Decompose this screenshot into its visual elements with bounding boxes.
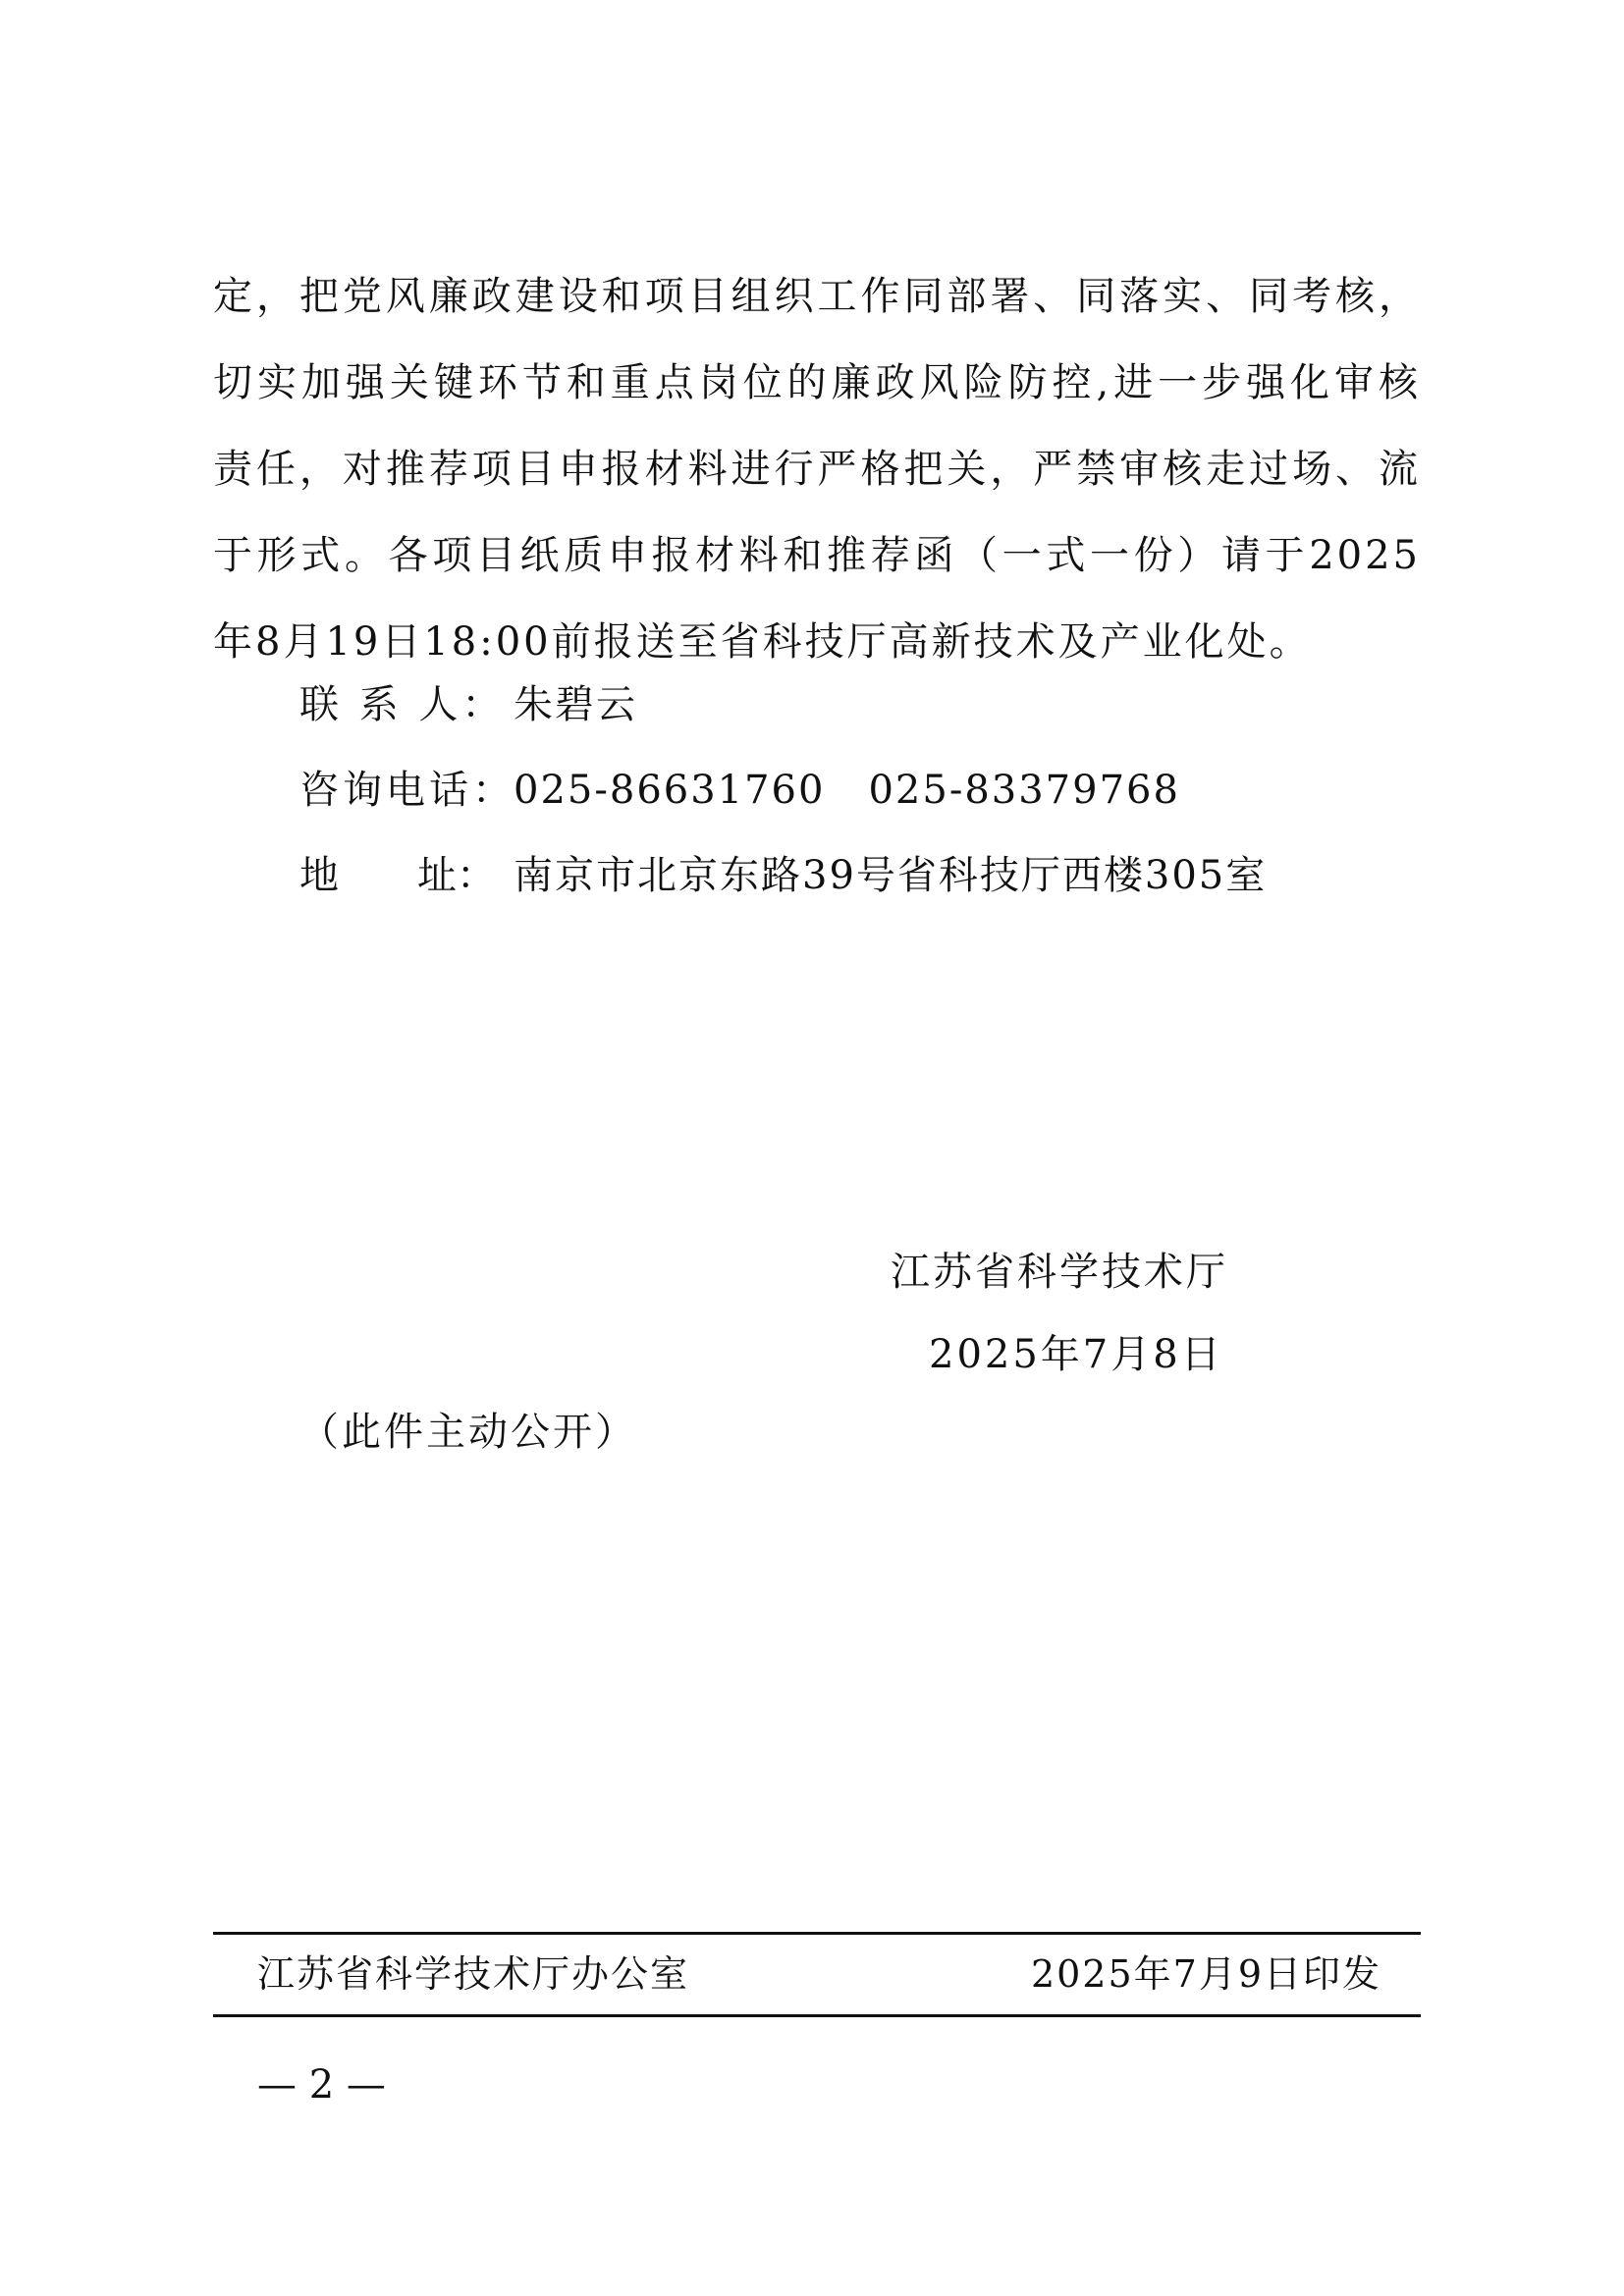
disclosure-note: （此件主动公开）: [299, 1410, 637, 1455]
contact-person-name: 朱碧云: [514, 682, 637, 727]
signature-date: 2025年7月8日: [929, 1332, 1223, 1377]
contact-phone-1: 025-86631760: [514, 768, 826, 813]
footer-rule-bottom: [213, 2014, 1421, 2017]
footer-rule-top: [213, 1932, 1421, 1935]
body-line-3: 责任，对推荐项目申报材料进行严格把关，严禁审核走过场、流: [213, 447, 1421, 492]
footer-issuing-office: 江苏省科学技术厅办公室: [257, 1952, 690, 1996]
contact-phone-label: 咨询电话：: [299, 768, 515, 813]
body-line-5: 年8月19日18:00前报送至省科技厅高新技术及产业化处。: [213, 619, 1312, 665]
footer-issue-date: 2025年7月9日印发: [1030, 1952, 1381, 1996]
page-number: — 2 —: [257, 2062, 386, 2108]
contact-address-row: [299, 848, 1267, 903]
body-line-4: 于形式。各项目纸质申报材料和推荐函（一式一份）请于2025: [213, 533, 1421, 578]
contact-address-value: 南京市北京东路39号省科技厅西楼305室: [514, 853, 1268, 898]
contact-address-label: 地 址：: [299, 853, 496, 898]
contact-phone-row: [299, 763, 1180, 818]
body-line-1: 定，把党风廉政建设和项目组织工作同部署、同落实、同考核，: [213, 274, 1421, 319]
body-line-2: 切实加强关键环节和重点岗位的廉政风险防控,进一步强化审核: [213, 360, 1421, 405]
body-paragraph: [213, 253, 1421, 685]
contact-person-label: 联 系 人：: [299, 682, 506, 727]
contact-phone-2: 025-83379768: [868, 768, 1180, 813]
contact-person-row: [299, 677, 637, 732]
signature-organization: 江苏省科学技术厅: [891, 1250, 1228, 1295]
